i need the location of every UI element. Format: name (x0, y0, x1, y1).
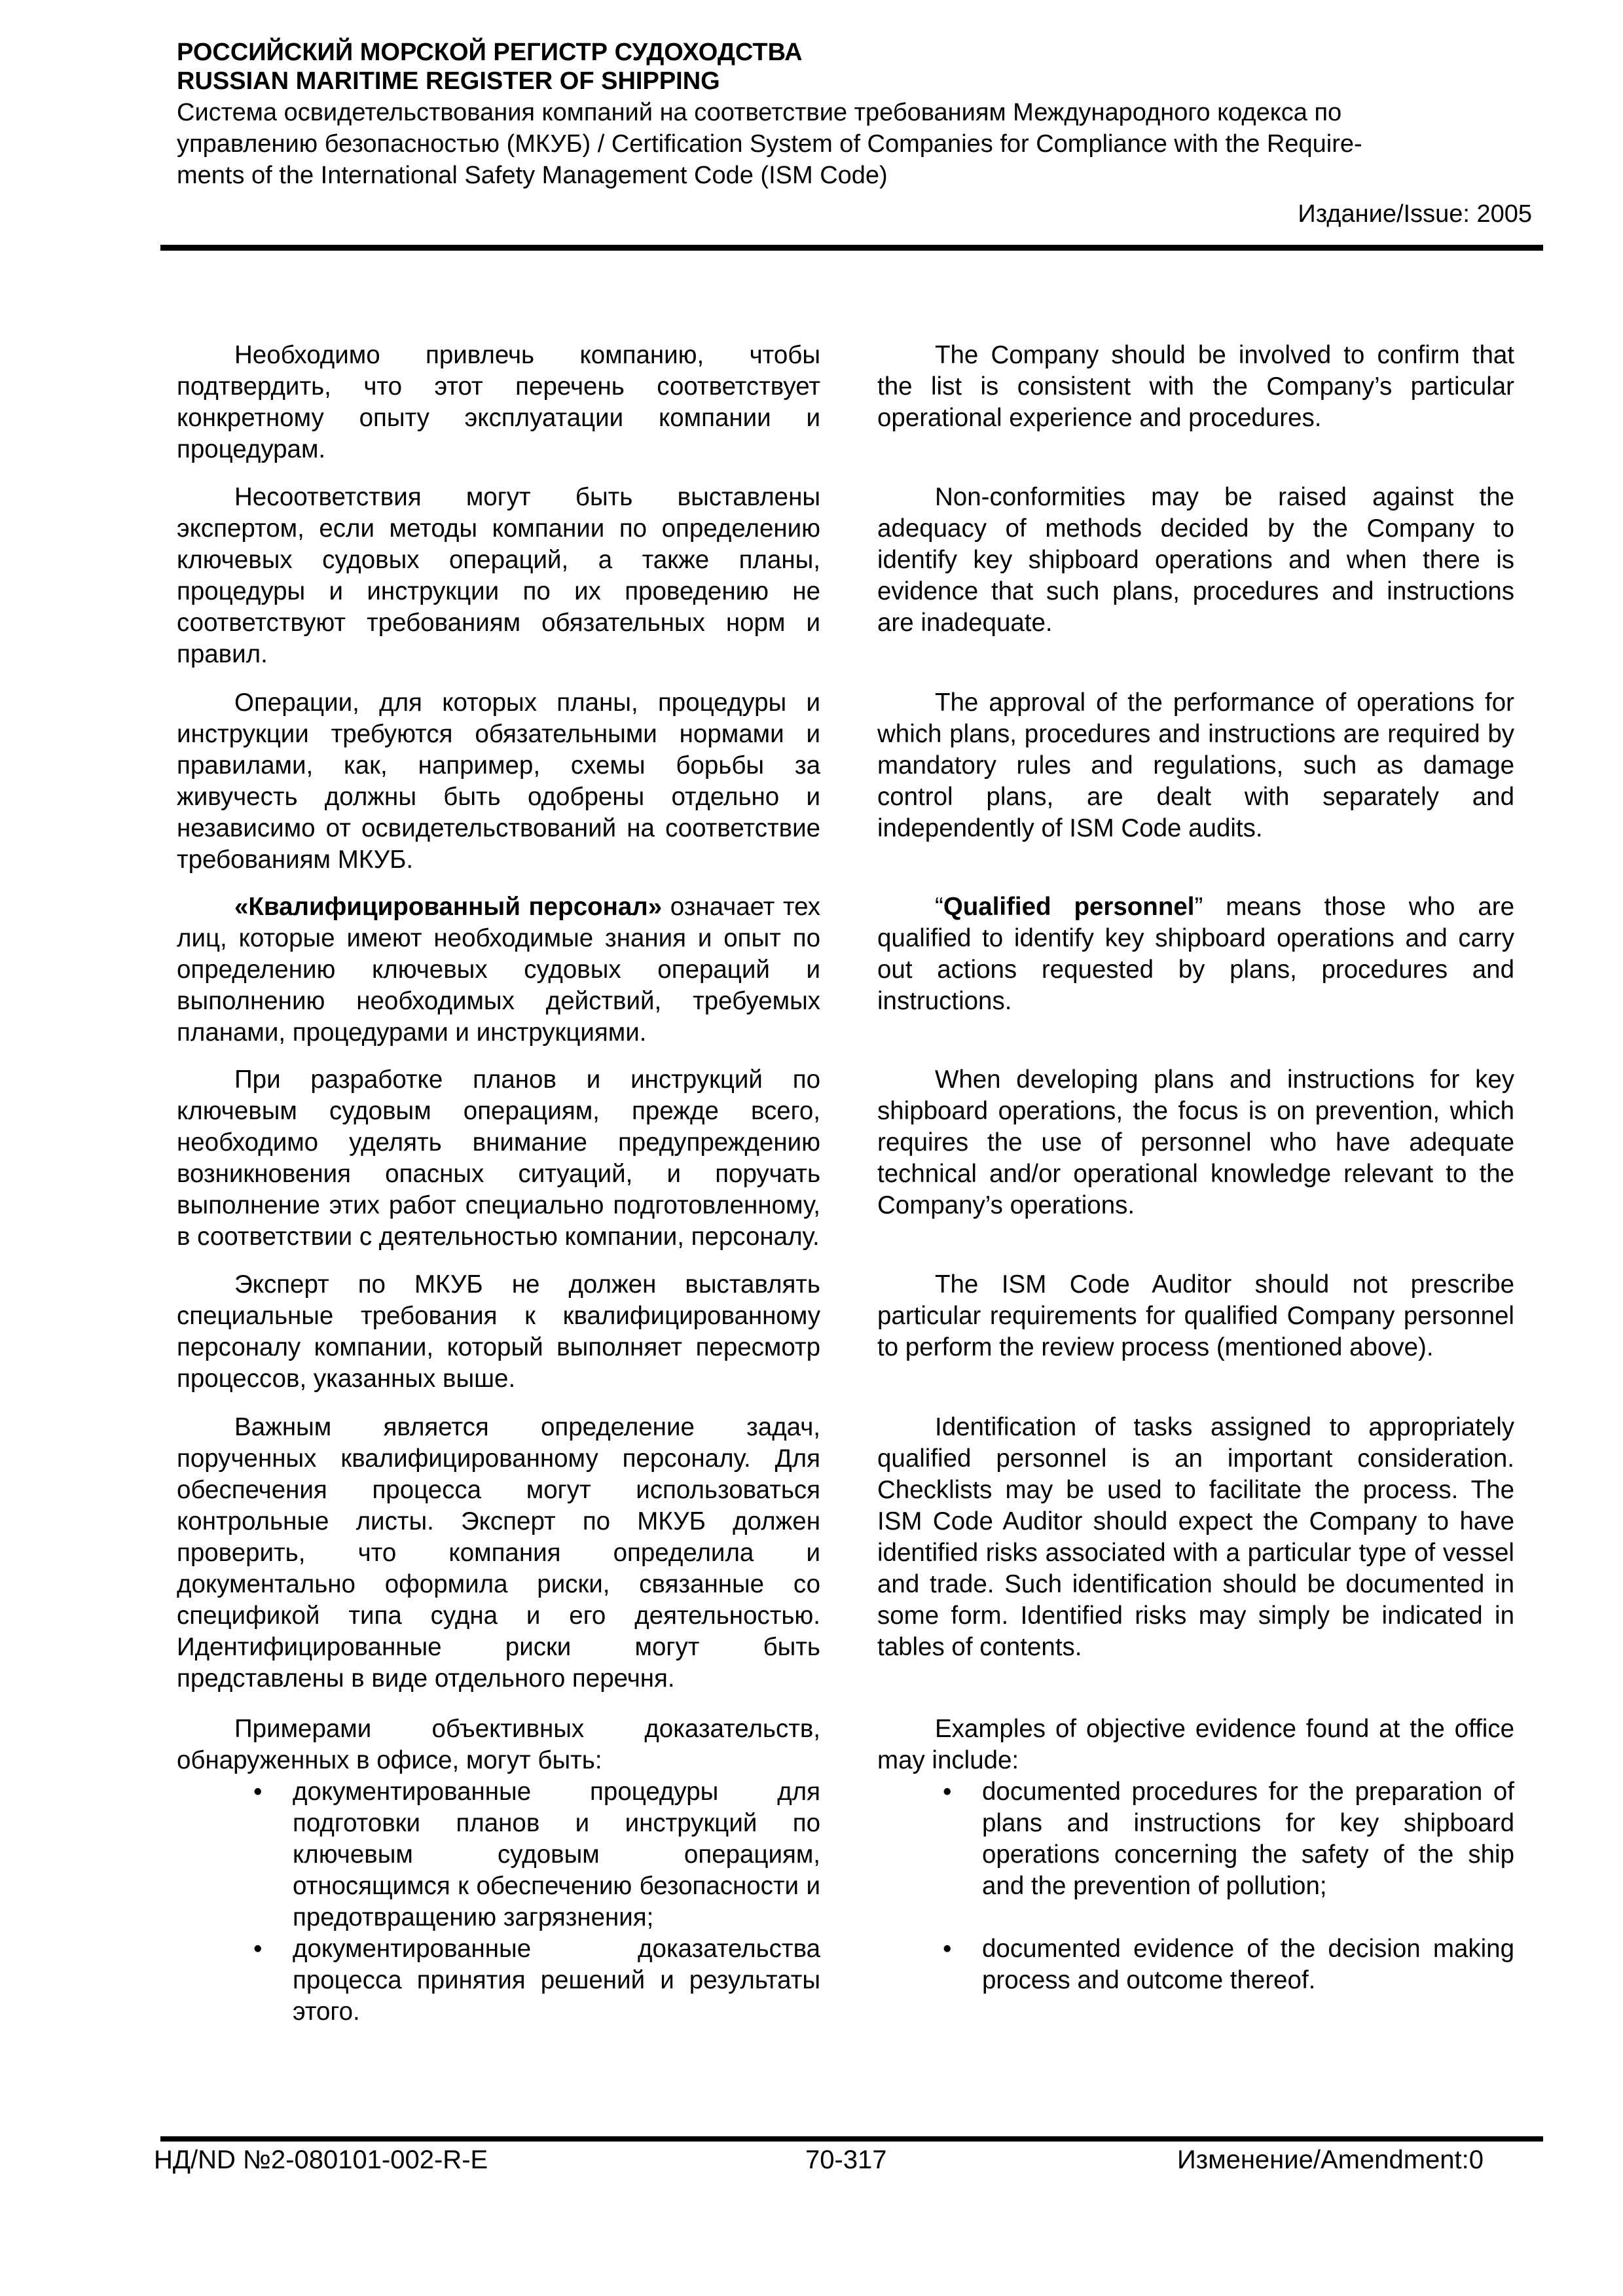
issue-label: Издание/Issue: 2005 (1298, 200, 1532, 228)
en-paragraph-6: The ISM Code Auditor should not prescribe particular requirements for qualified Company personnel to perform the review process (mentioned above). (877, 1270, 1514, 1361)
ru-paragraph-7: Важным является определение задач, порученных квалифицированному персоналу. Для обеспечения процесса могут использоваться контрольные листы. Эксперт по МКУБ должен проверить, что компания определила и документально оформила риски, связанные со спецификой типа судна и его деятельностью. Идентифицированные риски могут быть представлены в виде отдельного перечня. (177, 1413, 820, 1693)
en-term-qualified-personnel: Qualified personnel (943, 893, 1195, 921)
bullet-icon: • (253, 1935, 263, 1963)
en-paragraph-7: Identification of tasks assigned to appropriately qualified personnel is an important consideration. Checklists may be used to facilitate the process. The ISM Code Auditor should expect the Company to have identified risks associated with a particular type of vessel and trade. Such identification should be documented in some form. Identified risks may simply be indicated in tables of contents. (877, 1413, 1514, 1661)
en-evidence-list (943, 1776, 1514, 1996)
bullet-icon: • (943, 1778, 952, 1806)
system-title-line-1: Система освидетельствования компаний на соответствие требованиям Международного кодекса по (177, 99, 1342, 126)
en-paragraph-8: Examples of objective evidence found at the office may include: (877, 1715, 1514, 1774)
en-paragraph-2: Non-conformities may be raised against the adequacy of methods decided by the Company to identify key shipboard operations and when there is evidence that such plans, procedures and instructions are inadequate. (877, 483, 1514, 637)
en-paragraph-4: “Qualified personnel” means those who are qualified to identify key shipboard operations and carry out actions requested by plans, procedures and instructions. (877, 893, 1514, 1015)
ru-paragraph-1: Необходимо привлечь компанию, чтобы подтвердить, что этот перечень соответствует конкретному опыту эксплуатации компании и процедурам. (177, 341, 820, 463)
bullet-icon: • (253, 1778, 263, 1806)
en-paragraph-5: When developing plans and instructions for key shipboard operations, the focus is on prevention, which requires the use of personnel who have adequate technical and/or operational knowledge relevant to the Company’s operations. (877, 1066, 1514, 1219)
organization-name-ru: РОССИЙСКИЙ МОРСКОЙ РЕГИСТР СУДОХОДСТВА (177, 39, 803, 66)
ru-paragraph-8: Примерами объективных доказательств, обнаруженных в офисе, могут быть: (177, 1715, 820, 1774)
footer-rule (160, 2136, 1543, 2142)
list-item: • документированные процедуры для подготовки планов и инструкций по ключевым судовым операциям, относящимся к обеспечению безопасности и предотвращению загрязнения; (253, 1778, 820, 1931)
ru-evidence-list (253, 1776, 820, 2028)
en-paragraph-3: The approval of the performance of operations for which plans, procedures and instructions are required by mandatory rules and regulations, such as damage control plans, are dealt with separately and independently of ISM Code audits. (877, 689, 1514, 842)
ru-paragraph-3: Операции, для которых планы, процедуры и инструкции требуются обязательными нормами и правилами, как, например, схемы борьбы за живучесть должны быть одобрены отдельно и независимо от освидетельствований на соответствие требованиям МКУБ. (177, 689, 820, 874)
document-header (177, 38, 1532, 229)
system-title-line-3: ments of the International Safety Management Code (ISM Code) (177, 162, 888, 189)
document-number: НД/ND №2-080101-002-R-E (154, 2145, 488, 2174)
page-number: 70-317 (805, 2145, 887, 2174)
en-definition-text: ” means those who are qualified to identify key shipboard operations and carry out actions requested by plans, procedures and instructions. (877, 893, 1514, 1015)
ru-term-qualified-personnel: «Квалифицированный персонал» (234, 893, 663, 921)
ru-paragraph-2: Несоответствия могут быть выставлены экспертом, если методы компании по определению ключевых судовых операций, а также планы, процедуры и инструкции по их проведению не соответствуют требованиям обязательных норм и правил. (177, 483, 820, 668)
list-item: • documented procedures for the preparation of plans and instructions for key shipboard operations concerning the safety of the ship and the prevention of pollution; (943, 1778, 1514, 1900)
header-rule (160, 245, 1543, 251)
ru-definition-text: означает тех лиц, которые имеют необходимые знания и опыт по определению ключевых судовых операций и выполнению необходимых действий, требуемых планами, процедурами и инструкциями. (177, 893, 820, 1047)
system-title (177, 97, 1532, 191)
bullet-icon: • (943, 1935, 952, 1963)
en-paragraph-1: The Company should be involved to confirm that the list is consistent with the Company’s particular operational experience and procedures. (877, 341, 1514, 432)
list-item: • документированные доказательства процесса принятия решений и результаты этого. (253, 1935, 820, 2026)
system-title-line-2: управлению безопасностью (МКУБ) / Certification System of Companies for Compliance with the Require- (177, 130, 1362, 158)
ru-paragraph-5: При разработке планов и инструкций по ключевым судовым операциям, прежде всего, необходимо уделять внимание предупреждению возникновения опасных ситуаций, и поручать выполнение этих работ специально подготовленному, в соответствии с деятельностью компании, персоналу. (177, 1066, 820, 1251)
list-item: • documented evidence of the decision making process and outcome thereof. (943, 1935, 1514, 1994)
ru-paragraph-4 (177, 891, 820, 1049)
amendment-label: Изменение/Amendment:0 (1177, 2145, 1484, 2174)
organization-name-en: RUSSIAN MARITIME REGISTER OF SHIPPING (177, 67, 720, 95)
ru-paragraph-6: Эксперт по МКУБ не должен выставлять специальные требования к квалифицированному персоналу компании, который выполняет пересмотр процессов, указанных выше. (177, 1270, 820, 1393)
